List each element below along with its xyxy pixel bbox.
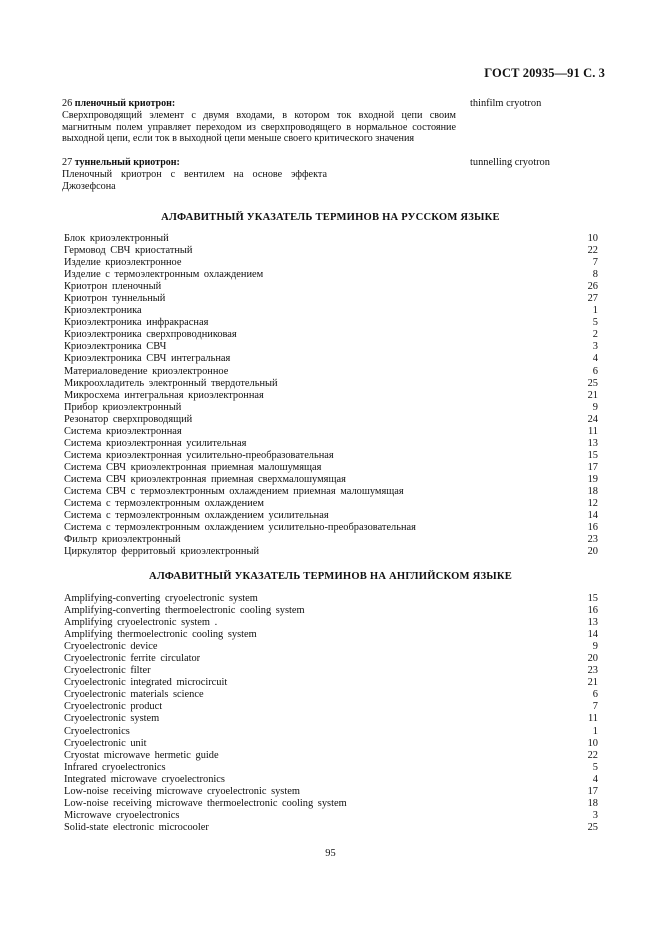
index-term-number: 15: [587, 449, 598, 461]
index-term: Микроохладитель электронный твердотельный: [64, 377, 278, 389]
term-text: [62, 98, 456, 145]
index-term: Изделие криоэлектронное: [64, 257, 182, 269]
index-term-number: 19: [587, 473, 598, 485]
index-entry: [64, 605, 598, 617]
index-entry: [64, 629, 598, 641]
index-entry: [64, 462, 598, 474]
term-entry-26: [62, 98, 600, 157]
index-term: Изделие с термоэлектронным охлаждением: [64, 269, 264, 281]
page-header: ГОСТ 20935—91 С. 3: [484, 66, 605, 80]
index-entry: [64, 726, 598, 738]
index-term-number: 12: [587, 498, 598, 510]
index-entry: [64, 653, 598, 665]
index-term: Система с термоэлектронным охлаждением усилительно-преобразовательная: [64, 522, 416, 534]
index-term: Cryoelectronic integrated microcircuit: [64, 677, 228, 689]
index-term-number: 6: [592, 365, 598, 377]
index-term: Система СВЧ криоэлектронная приемная малошумящая: [64, 461, 322, 473]
index-term: Гермовод СВЧ криостатный: [64, 245, 193, 257]
term-english: thinfilm cryotron: [470, 98, 542, 109]
index-term-number: 25: [587, 821, 598, 833]
index-term: Криотрон пленочный: [64, 281, 162, 293]
index-term-number: 23: [587, 665, 598, 677]
index-term: Система СВЧ криоэлектронная приемная сверхмалошумящая: [64, 473, 346, 485]
index-term: Low-noise receiving microwave cryoelectronic system: [64, 785, 300, 797]
index-term-number: 24: [587, 413, 598, 425]
index-term: Cryoelectronic materials science: [64, 689, 204, 701]
index-term: Amplifying-converting thermoelectronic cooling system: [64, 605, 305, 617]
index-term: Cryoelectronic system: [64, 713, 160, 725]
index-entry: [64, 822, 598, 834]
index-entry: [64, 426, 598, 438]
index-entry: [64, 750, 598, 762]
index-term-number: 3: [592, 809, 598, 821]
index-entry: [64, 641, 598, 653]
index-entry: [64, 293, 598, 305]
index-term-number: 27: [587, 293, 598, 305]
index-term: Infrared cryoelectronics: [64, 761, 166, 773]
index-term-number: 13: [587, 617, 598, 629]
index-term: Криоэлектроника СВЧ интегральная: [64, 353, 231, 365]
index-entry: [64, 738, 598, 750]
index-term-number: 2: [592, 329, 598, 341]
index-entry: [64, 390, 598, 402]
index-entry: [64, 366, 598, 378]
index-entry: [64, 786, 598, 798]
index-entry: [64, 486, 598, 498]
index-entry: [64, 438, 598, 450]
index-term: Low-noise receiving microwave thermoelectronic cooling system: [64, 797, 347, 809]
index-term: Материаловедение криоэлектронное: [64, 365, 229, 377]
term-name: пленочный криотрон:: [74, 98, 176, 109]
index-entry: [64, 593, 598, 605]
index-term-number: 22: [587, 749, 598, 761]
index-entry: [64, 353, 598, 365]
index-term-number: 18: [587, 485, 598, 497]
index-term-number: 20: [587, 653, 598, 665]
index-term: Циркулятор ферритовый криоэлектронный: [64, 546, 260, 558]
index-entry: [64, 689, 598, 701]
index-term: Система криоэлектронная усилительно-преобразовательная: [64, 449, 334, 461]
index-term: Amplifying cryoelectronic system .: [64, 617, 218, 629]
index-term-number: 3: [592, 341, 598, 353]
index-term-number: 14: [587, 510, 598, 522]
index-entry: [64, 713, 598, 725]
index-entry: [64, 341, 598, 353]
index-term-number: 14: [587, 629, 598, 641]
index-entry: [64, 810, 598, 822]
index-term-number: 5: [592, 317, 598, 329]
index-term: Криоэлектроника сверхпроводниковая: [64, 329, 237, 341]
index-entry: [64, 522, 598, 534]
index-term: Резонатор сверхпроводящий: [64, 413, 193, 425]
index-term-number: 5: [592, 761, 598, 773]
index-term-number: 6: [592, 689, 598, 701]
index-term-number: 9: [592, 641, 598, 653]
index-term-number: 17: [587, 461, 598, 473]
index-entry: [64, 450, 598, 462]
index-entry: [64, 762, 598, 774]
english-index-title: АЛФАВИТНЫЙ УКАЗАТЕЛЬ ТЕРМИНОВ НА АНГЛИЙСКОМ ЯЗЫКЕ: [148, 571, 512, 582]
index-term-number: 20: [587, 546, 598, 558]
index-term-number: 26: [587, 281, 598, 293]
index-term-number: 15: [587, 593, 598, 604]
index-term-number: 9: [592, 401, 598, 413]
index-term: Криоэлектроника инфракрасная: [64, 317, 209, 329]
index-term-number: 22: [587, 245, 598, 257]
index-entry: [64, 269, 598, 281]
russian-index-title: АЛФАВИТНЫЙ УКАЗАТЕЛЬ ТЕРМИНОВ НА РУССКОМ ЯЗЫКЕ: [161, 212, 500, 223]
index-term: Криоэлектроника СВЧ: [64, 341, 167, 353]
index-term-number: 1: [592, 305, 598, 317]
index-term: Система криоэлектронная: [64, 425, 182, 437]
index-term-number: 18: [587, 797, 598, 809]
index-term-number: 11: [587, 425, 598, 437]
index-term-number: 8: [592, 269, 598, 281]
index-term-number: 23: [587, 534, 598, 546]
index-entry: [64, 510, 598, 522]
index-entry: [64, 798, 598, 810]
index-entry: [64, 305, 598, 317]
index-term-number: 13: [587, 437, 598, 449]
index-term-number: 17: [587, 785, 598, 797]
term-number: 26: [62, 98, 73, 109]
index-term: Cryoelectronic unit: [64, 737, 147, 749]
index-entry: [64, 233, 598, 245]
index-term-number: 10: [587, 737, 598, 749]
index-term-number: 7: [592, 257, 598, 269]
index-term-number: 21: [587, 677, 598, 689]
index-entry: [64, 378, 598, 390]
index-term-number: 25: [587, 377, 598, 389]
index-term: Integrated microwave cryoelectronics: [64, 773, 225, 785]
term-definitions: [62, 98, 600, 192]
index-entry: [64, 774, 598, 786]
term-english: tunnelling cryotron: [470, 157, 550, 168]
index-term: Микросхема интегральная криоэлектронная: [64, 389, 264, 401]
index-entry: [64, 665, 598, 677]
index-term: Система с термоэлектронным охлаждением: [64, 498, 264, 510]
index-term-number: 11: [587, 713, 598, 725]
index-entry: [64, 534, 598, 546]
term-entry-27: [62, 157, 600, 192]
index-term: Фильтр криоэлектронный: [64, 534, 181, 546]
index-entry: [64, 546, 598, 558]
index-term: Solid-state electronic microcooler: [64, 821, 209, 833]
index-term-number: 21: [587, 389, 598, 401]
index-entry: [64, 701, 598, 713]
index-term: Система СВЧ с термоэлектронным охлаждением приемная малошумящая: [64, 485, 404, 497]
index-entry: [64, 317, 598, 329]
index-term: Система с термоэлектронным охлаждением усилительная: [64, 510, 329, 522]
index-term-number: 4: [592, 353, 598, 365]
index-entry: [64, 677, 598, 689]
index-entry: [64, 402, 598, 414]
index-entry: [64, 245, 598, 257]
index-term: Cryoelectronics: [64, 725, 130, 737]
index-term: Cryoelectronic device: [64, 641, 158, 653]
index-term-number: 7: [592, 701, 598, 713]
index-term: Система криоэлектронная усилительная: [64, 437, 247, 449]
index-term: Криотрон туннельный: [64, 293, 166, 305]
index-term: Криоэлектроника: [64, 305, 142, 317]
page-number: 95: [325, 848, 336, 859]
index-term-number: 16: [587, 522, 598, 534]
index-term-number: 10: [587, 233, 598, 244]
index-term: Amplifying thermoelectronic cooling system: [64, 629, 257, 641]
index-entry: [64, 329, 598, 341]
index-term-number: 1: [592, 725, 598, 737]
term-name: туннельный криотрон:: [74, 157, 180, 168]
index-term-number: 16: [587, 605, 598, 617]
index-entry: [64, 257, 598, 269]
index-term: Cryostat microwave hermetic guide: [64, 749, 219, 761]
index-entry: [64, 498, 598, 510]
term-definition: Сверхпроводящий элемент с двумя входами, в котором ток входной цепи своим магнитным полем управляет переходом из сверхпроводящего в нормальное состояние выходной цепи, если ток в выходной цепи меньше своего критического значения: [62, 109, 456, 145]
index-entry: [64, 617, 598, 629]
index-entry: [64, 414, 598, 426]
term-text: [62, 157, 327, 192]
index-term-number: 4: [592, 773, 598, 785]
index-entry: [64, 281, 598, 293]
index-term: Cryoelectronic filter: [64, 665, 151, 677]
index-term: Microwave cryoelectronics: [64, 809, 180, 821]
term-definition: Пленочный криотрон с вентилем на основе эффекта Джозефсона: [62, 168, 327, 192]
term-number: 27: [62, 157, 73, 168]
index-term: Блок криоэлектронный: [64, 233, 169, 244]
index-term: Cryoelectronic product: [64, 701, 163, 713]
index-term: Cryoelectronic ferrite circulator: [64, 653, 201, 665]
index-entry: [64, 474, 598, 486]
index-term: Amplifying-converting cryoelectronic system: [64, 593, 258, 604]
index-term: Прибор криоэлектронный: [64, 401, 182, 413]
english-index-list: [64, 593, 598, 834]
russian-index-list: [64, 233, 598, 558]
